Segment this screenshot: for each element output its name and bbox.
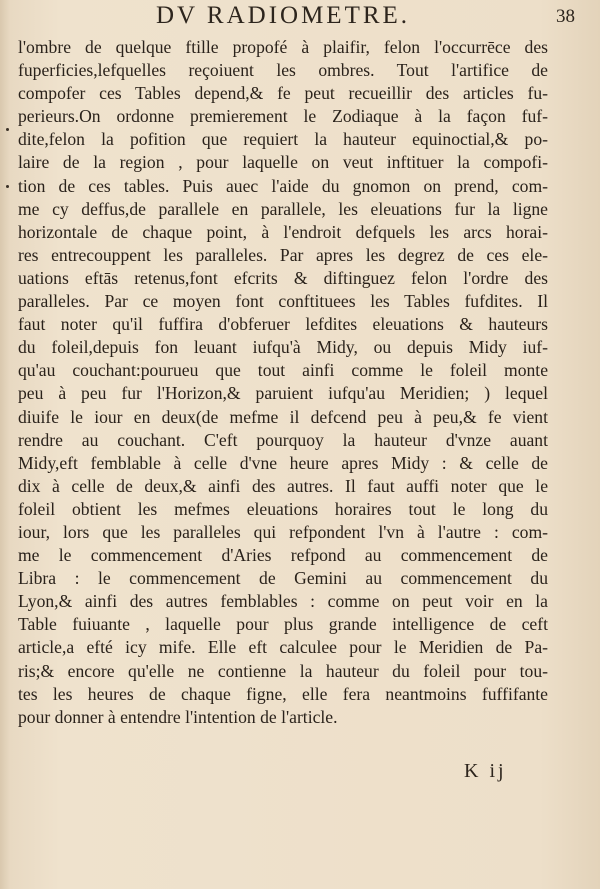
body-text: [18, 36, 548, 729]
text-line: perieurs.On ordonne premierement le Zodiaque à la façon fuf-: [18, 106, 548, 127]
text-line: laire de la region , pour laquelle on veut inftituer la compofi-: [18, 152, 548, 173]
text-line: tion de ces tables. Puis auec l'aide du gnomon on prend, com-: [18, 175, 548, 196]
text-line: foleil obtient les mefmes eleuations horaires tout le long du: [18, 498, 548, 519]
text-line: Lyon,& ainfi des autres femblables : comme on peut voir en la: [18, 591, 548, 612]
text-line: uations eftās retenus,font efcrits & diftinguez felon l'ordre des: [18, 267, 548, 288]
text-line: iour, lors que les paralleles qui refpondent l'vn à l'autre : com-: [18, 521, 548, 542]
text-line: fuperficies,lefquelles reçoiuent les ombres. Tout l'artifice de: [18, 60, 548, 81]
margin-mark: [6, 185, 9, 188]
text-line: Midy,eft femblable à celle d'vne heure apres Midy : & celle de: [18, 452, 548, 473]
text-line: diuife le iour en deux(de mefme il defcend peu à peu,& fe vient: [18, 406, 548, 427]
text-line: dite,felon la pofition que requiert la hauteur equinoctial,& po-: [18, 129, 548, 150]
text-line: peu à peu fur l'Horizon,& paruient iufqu'au Meridien; ) lequel: [18, 383, 548, 404]
text-line: res entrecouppent les paralleles. Par apres les degrez de ces ele-: [18, 244, 548, 265]
running-header-title: DV RADIOMETRE.: [156, 2, 411, 29]
text-line: me cy deffus,de parallele en parallele, les eleuations fur la ligne: [18, 198, 548, 219]
text-line: du foleil,depuis fon leuant iufqu'à Midy, ou depuis Midy iuf-: [18, 337, 548, 358]
text-line: ris;& encore qu'elle ne contienne la hauteur du foleil pour tou-: [18, 660, 548, 681]
text-line: me le commencement d'Aries refpond au commencement de: [18, 545, 548, 566]
text-line: paralleles. Par ce moyen font conftituees les Tables fufdites. Il: [18, 291, 548, 312]
text-line: Libra : le commencement de Gemini au commencement du: [18, 568, 548, 589]
text-line: Table fuiuante , laquelle pour plus grande intelligence de ceft: [18, 614, 548, 635]
text-line: dix à celle de deux,& ainfi des autres. Il faut auffi noter que le: [18, 475, 548, 496]
margin-mark: [6, 128, 9, 131]
text-line: l'ombre de quelque ftille propofé à plaifir, felon l'occurrēce des: [18, 37, 548, 57]
text-line: qu'au couchant:pourueu que tout ainfi comme le foleil monte: [18, 360, 548, 381]
text-line: faut noter qu'il fuffira d'obferuer lefdites eleuations & hauteurs: [18, 314, 548, 335]
signature-mark: K ij: [464, 760, 507, 782]
text-line: tes les heures de chaque figne, elle fera neantmoins fuffifante: [18, 683, 548, 704]
text-line: pour donner à entendre l'intention de l'article.: [18, 706, 338, 727]
text-line: compofer ces Tables depend,& fe peut recueillir des articles fu-: [18, 83, 548, 104]
page-number: 38: [556, 6, 575, 27]
text-line: horizontale de chaque point, à l'endroit defquels les arcs horai-: [18, 221, 548, 242]
text-line: article,a efté icy mife. Elle eft calculee pour le Meridien de Pa-: [18, 637, 548, 658]
text-line: rendre au couchant. C'eft pourquoy la hauteur d'vnze auant: [18, 429, 548, 450]
